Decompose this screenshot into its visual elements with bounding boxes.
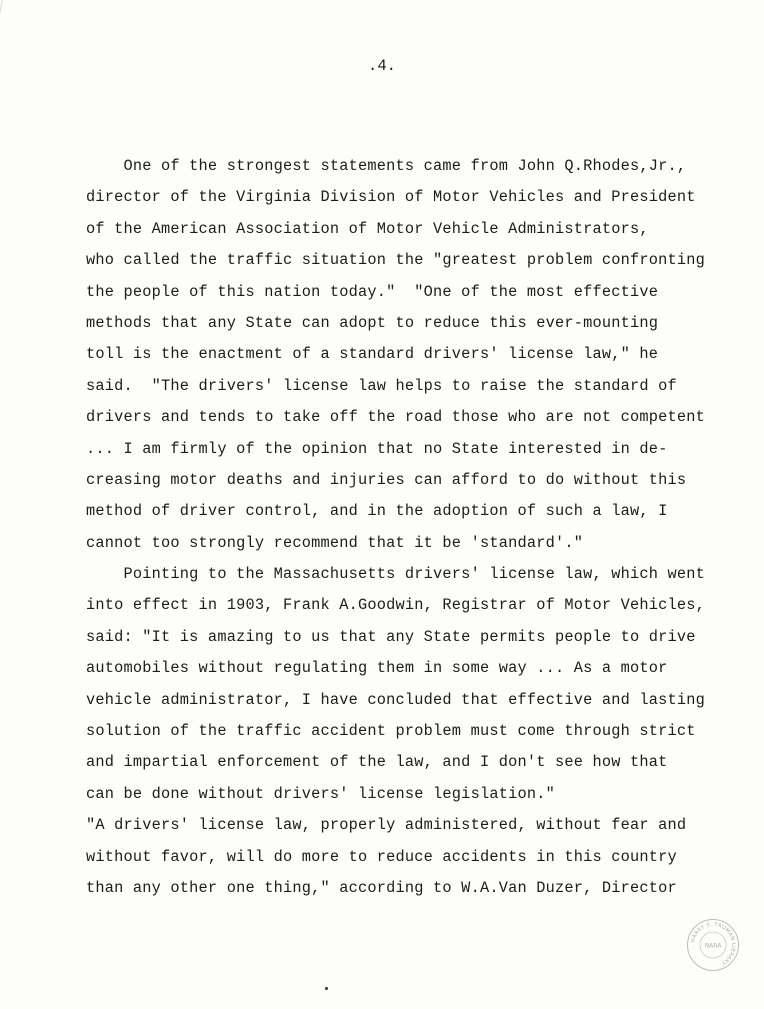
seal-center-text: NARA <box>704 942 722 950</box>
paper-speck <box>325 987 328 990</box>
text-line: who called the traffic situation the "greatest problem confronting <box>86 251 706 270</box>
archive-seal-stamp <box>686 918 740 972</box>
page-number: .4. <box>368 57 396 75</box>
text-line: toll is the enactment of a standard drivers' license law," he <box>86 345 659 364</box>
text-line: automobiles without regulating them in some way ... As a motor <box>86 659 668 678</box>
text-line: director of the Virginia Division of Motor Vehicles and President <box>86 188 696 207</box>
text-line: Pointing to the Massachusetts drivers' license law, which went <box>86 565 706 584</box>
body-text <box>86 151 736 904</box>
text-line: the people of this nation today." "One of the most effective <box>86 282 659 301</box>
text-line: method of driver control, and in the adoption of such a law, I <box>86 502 668 521</box>
text-line: vehicle administrator, I have concluded that effective and lasting <box>86 690 706 709</box>
text-line: said. "The drivers' license law helps to raise the standard of <box>86 376 677 395</box>
text-line: One of the strongest statements came from John Q.Rhodes,Jr., <box>86 157 687 175</box>
text-line: drivers and tends to take off the road those who are not competent <box>86 408 706 427</box>
text-line: can be done without drivers' license legislation." <box>86 784 555 803</box>
text-line: of the American Association of Motor Vehicle Administrators, <box>86 219 649 238</box>
text-line: creasing motor deaths and injuries can afford to do without this <box>86 470 687 489</box>
text-line: methods that any State can adopt to reduce this ever-mounting <box>86 313 659 332</box>
text-line: without favor, will do more to reduce accidents in this country <box>86 847 677 866</box>
text-line: and impartial enforcement of the law, and I don't see how that <box>86 753 668 772</box>
text-line: into effect in 1903, Frank A.Goodwin, Registrar of Motor Vehicles, <box>86 596 706 615</box>
text-line: "A drivers' license law, properly administered, without fear and <box>86 816 687 835</box>
seal-arc-text: HARRY S. TRUMAN LIBRARY <box>690 921 737 966</box>
text-line: solution of the traffic accident problem must come through strict <box>86 722 696 741</box>
text-line: ... I am firmly of the opinion that no State interested in de- <box>86 439 668 458</box>
text-line: said: "It is amazing to us that any State permits people to drive <box>86 627 696 646</box>
text-line: than any other one thing," according to W.A.Van Duzer, Director <box>86 878 677 897</box>
text-line: cannot too strongly recommend that it be 'standard'." <box>86 533 584 552</box>
